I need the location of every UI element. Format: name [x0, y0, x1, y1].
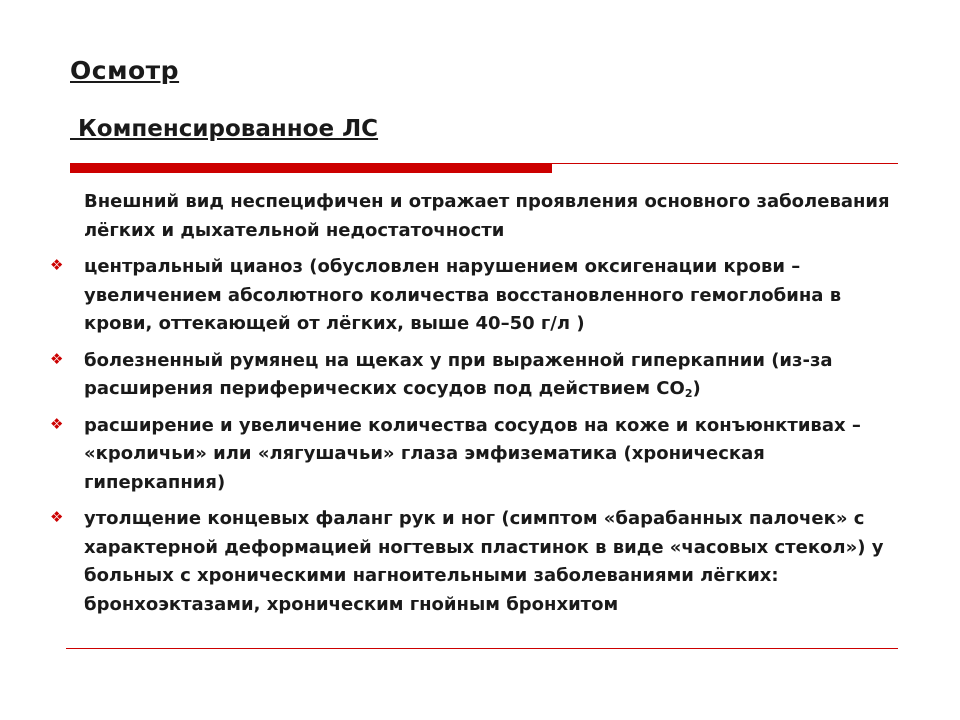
slide-body: [48, 188, 898, 619]
list-item: [48, 253, 898, 339]
diamond-bullet-icon: ❖: [50, 414, 64, 433]
diamond-bullet-icon: ❖: [50, 349, 64, 368]
list-item: [48, 505, 898, 619]
list-item: [48, 347, 898, 404]
diamond-bullet-icon: ❖: [50, 508, 64, 526]
list-item-text: утолщение концевых фаланг рук и ног (симптом «барабанных палочек» с характерной деформацией ногтевых пластинок в виде «часовых стекол») у больных с хроническими нагноительными заболеваниями лёгких: бронхоэктазами, хроническим гнойным бронхитом: [84, 508, 884, 615]
list-item-text: [84, 347, 898, 404]
list-item-text-tail: ): [692, 378, 701, 399]
list-item-text: расширение и увеличение количества сосудов на коже и конъюнктивах – «кроличьи» или «лягушачьи» глаза эмфизематика (хроническая гиперкапния): [84, 414, 861, 493]
slide-subtitle: Компенсированное ЛС: [70, 116, 379, 142]
list-item-text-main: болезненный румянец на щеках у при выраженной гиперкапнии (из-за расширения периферических сосудов под действием CO: [84, 349, 833, 399]
intro-paragraph: Внешний вид неспецифичен и отражает проявления основного заболевания лёгких и дыхательной недостаточности: [84, 191, 890, 241]
footer-divider: [66, 648, 898, 649]
header-accent-bar: [70, 164, 552, 173]
slide-title: Осмотр: [70, 56, 180, 85]
list-item-text: центральный цианоз (обусловлен нарушением оксигенации крови – увеличением абсолютного количества восстановленного гемоглобина в крови, оттекающей от лёгких, выше 40–50 г/л ): [84, 256, 842, 334]
subscript: 2: [684, 387, 693, 400]
list-item: [48, 412, 898, 498]
diamond-bullet-icon: ❖: [50, 256, 64, 274]
